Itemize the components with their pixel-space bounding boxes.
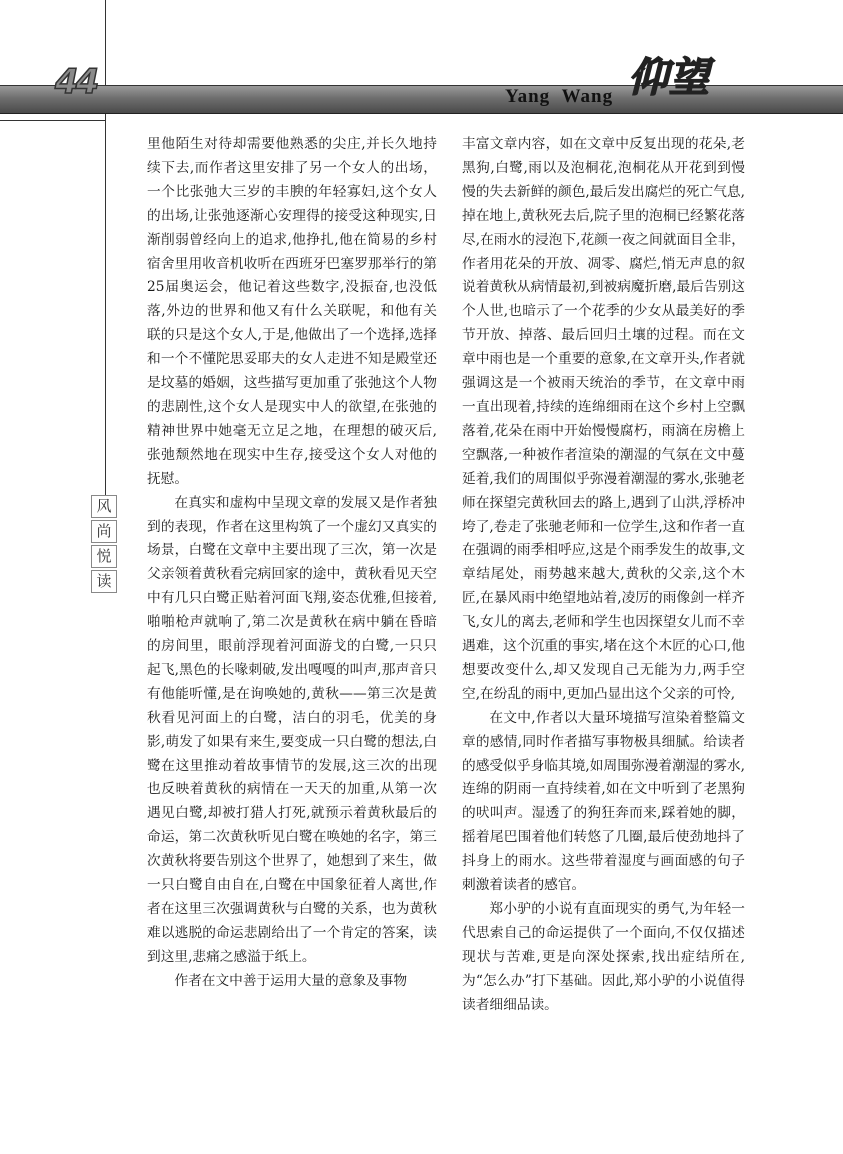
section-label-char: 读 <box>91 570 117 593</box>
page-number: 44 <box>55 62 97 102</box>
article-paragraph: 在真实和虚构中呈现文章的发展又是作者独到的表现，作者在这里构筑了一个虚幻又真实的场景，白鹭在文章中主要出现了三次，第一次是父亲领着黄秋看完病回家的途中，黄秋看见天空中有几只白鹭正贴着河面飞翔,姿态优雅,但接着,啪啪枪声就响了,第二次是黄秋在病中躺在昏暗的房间里，眼前浮现着河面游戈的白鹭,一只只起飞,黑色的长喙刺破,发出嘎嘎的叫声,那声音只有他能听懂,是在询唤她的,黄秋——第三次是黄秋看见河面上的白鹭，洁白的羽毛，优美的身影,萌发了如果有来生,要变成一只白鹭的想法,白鹭在这里推动着故事情节的发展,这三次的出现也反映着黄秋的病情在一天天的加重,从第一次遇见白鹭,却被打猎人打死,就预示着黄秋最后的命运，第二次黄秋听见白鹭在唤她的名字，第三次黄秋将要告别这个世界了，她想到了来生，做一只白鹭自由自在,白鹭在中国象征着人离世,作者在这里三次强调黄秋与白鹭的关系，也为黄秋难以逃脱的命运悲剧给出了一个肯定的答案，读到这里,悲痛之感溢于纸上。 <box>147 494 437 965</box>
article-paragraph: 作者在文中善于运用大量的意象及事物 <box>174 972 408 989</box>
section-label-char: 风 <box>91 495 117 518</box>
section-label <box>91 495 117 595</box>
article-paragraph: 在文中,作者以大量环境描写渲染着整篇文章的感情,同时作者描写事物极具细腻。给读者的感受似乎身临其境,如周围弥漫着潮湿的雾水,连绵的阴雨一直持续着,如在文中听到了老黑狗的吠叫声。湿透了的狗狂奔而来,踩着她的脚，摇着尾巴围着他们转悠了几圈,最后使劲地抖了抖身上的雨水。这些带着湿度与画面感的句子刺激着读者的感官。 <box>462 709 745 894</box>
header-band <box>0 85 843 114</box>
article-paragraph: 郑小驴的小说有直面现实的勇气,为年轻一代思索自己的命运提供了一个面向,不仅仅描述现状与苦难,更是向深处探索,找出症结所在,为“怎么办”打下基础。因此,郑小驴的小说值得读者细细品读。 <box>462 901 745 1013</box>
article-left-column <box>147 133 437 994</box>
magazine-subtitle: Yang Wang <box>505 86 614 107</box>
article-paragraph: 里他陌生对待却需要他熟悉的尖庄,并长久地持续下去,而作者这里安排了另一个女人的出场，一个比张弛大三岁的丰腴的年轻寡妇,这个女人的出场,让张弛逐渐心安理得的接受这种现实,日渐削弱曾经向上的追求,他挣扎,他在简易的乡村宿舍里用收音机收听在西班牙巴塞罗那举行的第25届奥运会，他记着这些数字,没振奋,也没低落,外边的世界和他又有什么关联呢，和他有关联的只是这个女人,于是,他做出了一个选择,选择和一个不懂陀思妥耶夫的女人走进不知是殿堂还是坟墓的婚姻，这些描写更加重了张弛这个人物的悲剧性,这个女人是现实中人的欲望,在张弛的精神世界中她毫无立足之地，在理想的破灭后,张弛颓然地在现实中生存,接受这个女人对他的抚慰。 <box>147 136 437 487</box>
magazine-title: 仰望 <box>628 55 710 101</box>
article-paragraph: 丰富文章内容，如在文章中反复出现的花朵,老黑狗,白鹭,雨以及泡桐花,泡桐花从开花到到慢慢的失去新鲜的颜色,最后发出腐烂的死亡气息,掉在地上,黄秋死去后,院子里的泡桐已经繁花落尽,在雨水的浸泡下,花颜一夜之间就面目全非，作者用花朵的开放、凋零、腐烂,悄无声息的叙说着黄秋从病情最初,到被病魔折磨,最后告别这个人世,也暗示了一个花季的少女从最美好的季节开放、掉落、最后回归土壤的过程。而在文章中雨也是一个重要的意象,在文章开头,作者就强调这是一个被雨天统治的季节，在文章中雨一直出现着,持续的连绵细雨在这个乡村上空飘落着,花朵在雨中开始慢慢腐朽，雨滴在房檐上空飘落,一种被作者渲染的潮湿的气氛在文中蔓延着,我们的周围似乎弥漫着潮湿的雾水,张驰老师在探望完黄秋回去的路上,遇到了山洪,浮桥冲垮了,卷走了张驰老师和一位学生,这和作者一直在强调的雨季相呼应,这是个雨季发生的故事,文章结尾处，雨势越来越大,黄秋的父亲,这个木匠,在暴风雨中绝望地站着,凌厉的雨像剑一样齐飞,女儿的离去,老师和学生也因探望女儿而不幸遇难，这个沉重的事实,堵在这个木匠的心口,他想要改变什么,却又发现自己无能为力,两手空空,在纷乱的雨中,更加凸显出这个父亲的可怜, <box>462 136 745 702</box>
article-right-column <box>462 133 745 1018</box>
section-label-char: 悦 <box>91 545 117 568</box>
margin-horizontal-rule <box>0 120 105 121</box>
section-label-char: 尚 <box>91 520 117 543</box>
